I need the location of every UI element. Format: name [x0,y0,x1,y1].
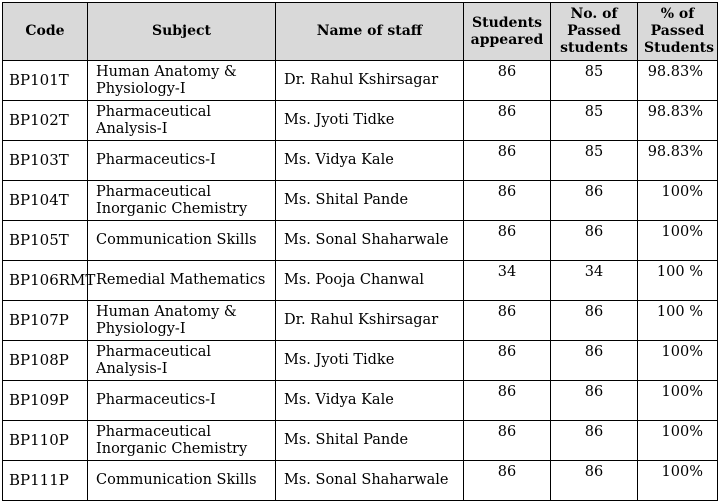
header-passed: No. of Passed students [551,3,638,61]
header-appeared: Students appeared [464,3,551,61]
cell-passed: 86 [551,421,638,461]
header-percent: % of Passed Students [638,3,718,61]
cell-staff: Ms. Shital Pande [276,181,464,221]
table-header [3,3,718,61]
cell-staff: Ms. Jyoti Tidke [276,101,464,141]
cell-passed: 86 [551,301,638,341]
table-body [3,61,718,501]
header-row [3,3,718,61]
cell-percent: 98.83% [638,141,718,181]
cell-code: BP110P [3,421,88,461]
cell-percent: 100% [638,421,718,461]
cell-subject: Pharmaceutical Analysis-I [88,341,276,381]
cell-passed: 85 [551,61,638,101]
cell-passed: 86 [551,381,638,421]
table-row [3,421,718,461]
cell-subject: Pharmaceutical Analysis-I [88,101,276,141]
results-table [2,2,718,501]
cell-subject: Human Anatomy & Physiology-I [88,61,276,101]
cell-staff: Dr. Rahul Kshirsagar [276,301,464,341]
cell-passed: 34 [551,261,638,301]
table-row [3,461,718,501]
table-row [3,181,718,221]
cell-code: BP107P [3,301,88,341]
header-code: Code [3,3,88,61]
cell-code: BP108P [3,341,88,381]
cell-staff: Dr. Rahul Kshirsagar [276,61,464,101]
cell-percent: 100 % [638,301,718,341]
cell-percent: 100% [638,181,718,221]
cell-percent: 100% [638,381,718,421]
table-row [3,341,718,381]
cell-subject: Pharmaceutical Inorganic Chemistry [88,181,276,221]
cell-appeared: 86 [464,181,551,221]
table-row [3,61,718,101]
cell-appeared: 86 [464,221,551,261]
cell-appeared: 86 [464,141,551,181]
cell-code: BP104T [3,181,88,221]
cell-staff: Ms. Sonal Shaharwale [276,461,464,501]
cell-percent: 100 % [638,261,718,301]
cell-percent: 100% [638,341,718,381]
cell-code: BP105T [3,221,88,261]
cell-code: BP103T [3,141,88,181]
cell-passed: 86 [551,461,638,501]
cell-appeared: 86 [464,101,551,141]
table-row [3,261,718,301]
cell-subject: Remedial Mathematics [88,261,276,301]
table-row [3,101,718,141]
cell-passed: 86 [551,181,638,221]
cell-appeared: 86 [464,381,551,421]
cell-code: BP106RMT [3,261,88,301]
cell-code: BP101T [3,61,88,101]
table-row [3,301,718,341]
cell-code: BP102T [3,101,88,141]
cell-staff: Ms. Shital Pande [276,421,464,461]
table-row [3,221,718,261]
cell-staff: Ms. Pooja Chanwal [276,261,464,301]
cell-subject: Human Anatomy & Physiology-I [88,301,276,341]
table-row [3,141,718,181]
cell-appeared: 86 [464,61,551,101]
header-subject: Subject [88,3,276,61]
cell-appeared: 86 [464,301,551,341]
cell-percent: 100% [638,221,718,261]
cell-subject: Communication Skills [88,221,276,261]
cell-appeared: 34 [464,261,551,301]
cell-passed: 86 [551,341,638,381]
cell-staff: Ms. Sonal Shaharwale [276,221,464,261]
cell-passed: 85 [551,141,638,181]
cell-staff: Ms. Vidya Kale [276,141,464,181]
cell-staff: Ms. Vidya Kale [276,381,464,421]
cell-appeared: 86 [464,341,551,381]
cell-code: BP111P [3,461,88,501]
cell-appeared: 86 [464,421,551,461]
cell-percent: 98.83% [638,101,718,141]
table-row [3,381,718,421]
cell-appeared: 86 [464,461,551,501]
cell-percent: 98.83% [638,61,718,101]
cell-staff: Ms. Jyoti Tidke [276,341,464,381]
cell-passed: 86 [551,221,638,261]
cell-percent: 100% [638,461,718,501]
cell-passed: 85 [551,101,638,141]
cell-subject: Pharmaceutics-I [88,141,276,181]
cell-code: BP109P [3,381,88,421]
cell-subject: Pharmaceutical Inorganic Chemistry [88,421,276,461]
cell-subject: Communication Skills [88,461,276,501]
header-staff: Name of staff [276,3,464,61]
cell-subject: Pharmaceutics-I [88,381,276,421]
